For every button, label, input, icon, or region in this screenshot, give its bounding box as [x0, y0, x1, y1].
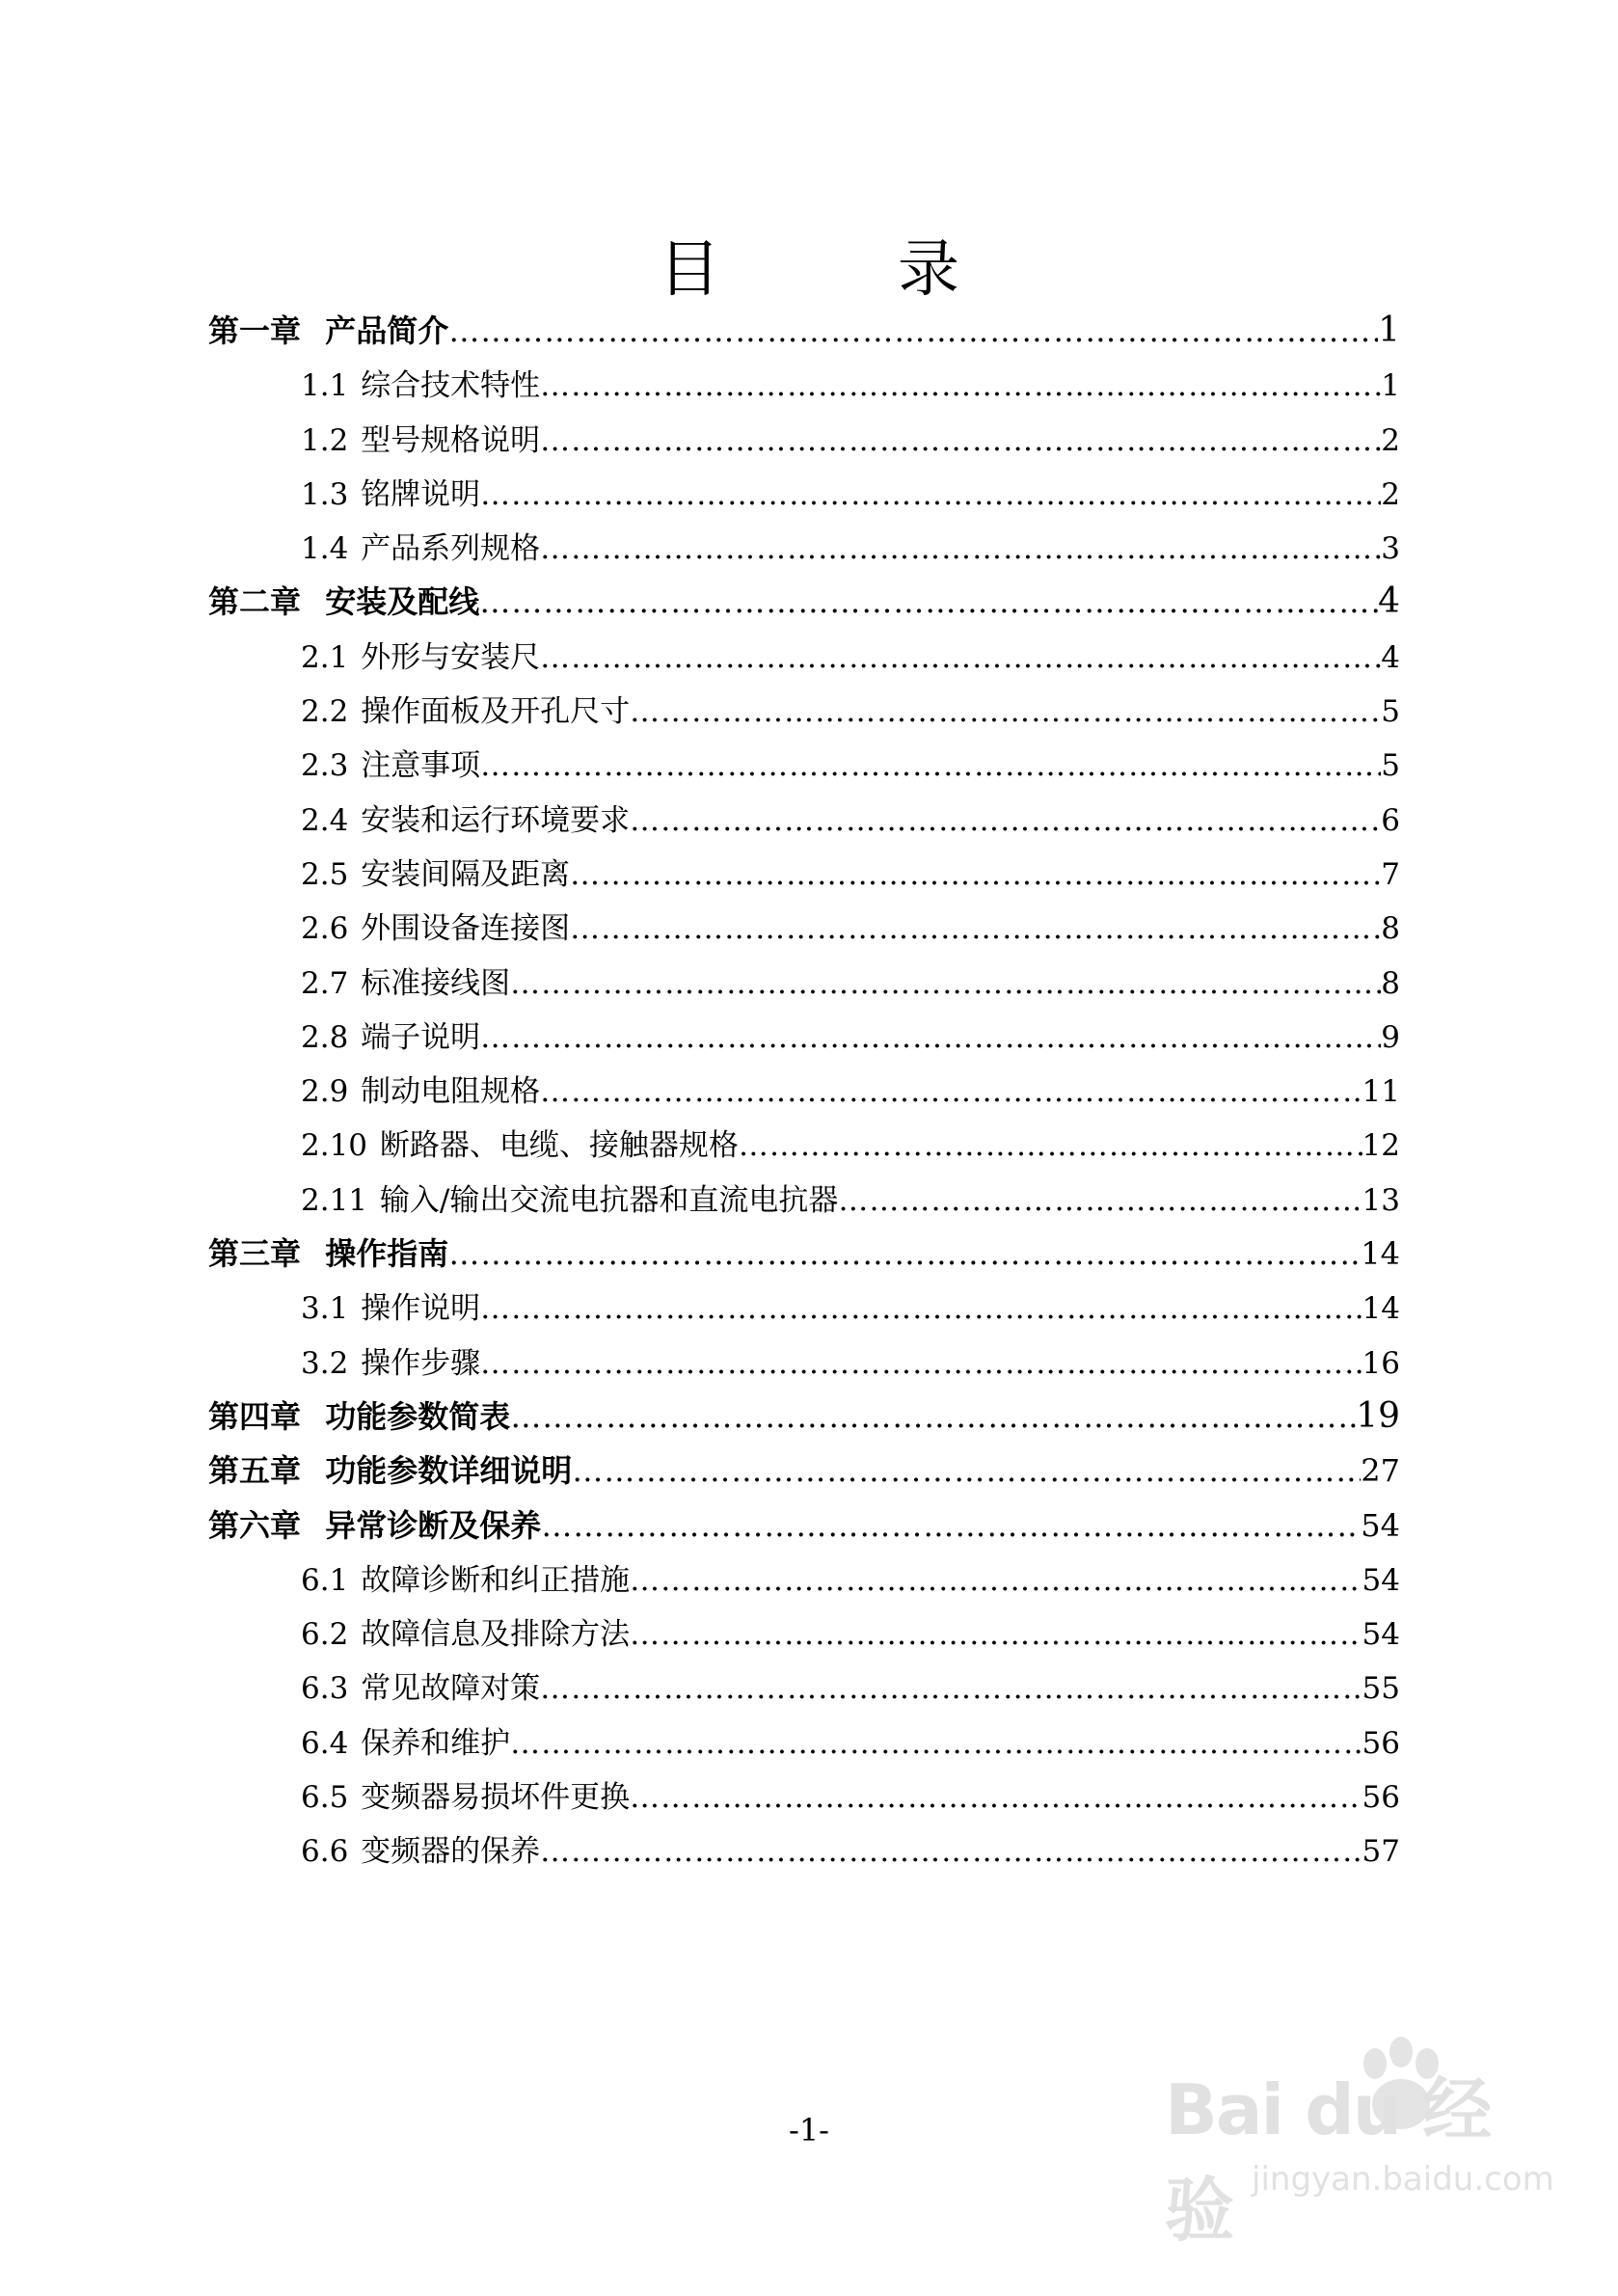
toc-leader-dots: [480, 477, 1381, 512]
toc-leader-dots: [630, 803, 1381, 838]
table-of-contents: [208, 307, 1400, 1881]
toc-entry-number: 6.3: [301, 1671, 349, 1707]
toc-entry-label: 故障诊断和纠正措施: [361, 1562, 631, 1598]
toc-section-entry[interactable]: [208, 1175, 1400, 1229]
toc-entry-label: 输入/输出交流电抗器和直流电抗器: [379, 1182, 839, 1218]
toc-entry-number: 第二章: [208, 583, 302, 621]
toc-entry-label: 常见故障对策: [361, 1671, 541, 1707]
toc-section-entry[interactable]: [208, 959, 1400, 1013]
watermark-logo-text: Bai du 经验: [1165, 2069, 1491, 2251]
toc-page-number: 7: [1381, 856, 1400, 892]
toc-entry-number: 2.3: [301, 748, 349, 784]
toc-leader-dots: [448, 312, 1378, 349]
toc-page-number: 1: [1381, 368, 1400, 404]
toc-leader-dots: [739, 1128, 1362, 1163]
watermark-url: jingyan.baidu.com: [1252, 2160, 1554, 2199]
toc-entry-label: 安装间隔及距离: [361, 856, 571, 892]
toc-entry-label: 外形与安装尺: [361, 639, 541, 675]
toc-page-number: 27: [1361, 1452, 1400, 1490]
toc-entry-number: 第六章: [208, 1506, 302, 1544]
toc-page-number: 5: [1381, 748, 1400, 784]
toc-entry-number: 2.2: [301, 694, 349, 730]
toc-entry-label: 安装和运行环境要求: [361, 802, 631, 838]
toc-chapter-entry[interactable]: [208, 1446, 1400, 1500]
toc-section-entry[interactable]: [208, 1555, 1400, 1609]
toc-page-number: 8: [1381, 965, 1400, 1001]
toc-page-number: 1: [1378, 311, 1400, 350]
toc-section-entry[interactable]: [208, 1772, 1400, 1826]
toc-entry-number: 第三章: [208, 1235, 302, 1273]
toc-page-number: 6: [1381, 802, 1400, 838]
toc-leader-dots: [541, 1507, 1361, 1544]
toc-section-entry[interactable]: [208, 361, 1400, 415]
toc-entry-number: 6.1: [301, 1562, 349, 1598]
toc-section-entry[interactable]: [208, 796, 1400, 850]
toc-page-number: 5: [1381, 694, 1400, 730]
toc-leader-dots: [480, 748, 1381, 783]
toc-entry-number: 6.2: [301, 1617, 349, 1653]
toc-chapter-entry[interactable]: [208, 1392, 1400, 1446]
toc-leader-dots: [448, 1235, 1361, 1272]
toc-page-number: 57: [1362, 1834, 1400, 1870]
toc-entry-label: 端子说明: [361, 1019, 481, 1055]
toc-entry-label: 故障信息及排除方法: [361, 1617, 631, 1653]
toc-page-number: 55: [1362, 1671, 1400, 1707]
toc-section-entry[interactable]: [208, 904, 1400, 958]
toc-chapter-entry[interactable]: [208, 578, 1400, 632]
toc-page-number: 2: [1381, 476, 1400, 512]
toc-leader-dots: [572, 1452, 1361, 1489]
toc-leader-dots: [540, 1671, 1362, 1706]
toc-entry-number: 2.10: [301, 1128, 368, 1164]
toc-entry-label: 外围设备连接图: [361, 911, 571, 947]
toc-leader-dots: [510, 1726, 1362, 1761]
toc-page-number: 14: [1361, 1235, 1400, 1273]
toc-chapter-entry[interactable]: [208, 1229, 1400, 1283]
toc-leader-dots: [630, 1563, 1362, 1598]
toc-leader-dots: [540, 1834, 1362, 1869]
toc-section-entry[interactable]: [208, 470, 1400, 524]
toc-entry-number: 6.4: [301, 1725, 349, 1761]
toc-entry-number: 2.11: [301, 1182, 368, 1218]
page-title: 目 录: [659, 234, 1017, 306]
toc-section-entry[interactable]: [208, 1013, 1400, 1067]
toc-page-number: 54: [1362, 1617, 1400, 1653]
toc-entry-label: 操作步骤: [361, 1345, 481, 1381]
toc-section-entry[interactable]: [208, 1609, 1400, 1663]
toc-entry-number: 2.4: [301, 802, 349, 838]
toc-entry-label: 操作说明: [361, 1291, 481, 1327]
toc-leader-dots: [540, 423, 1381, 458]
toc-leader-dots: [510, 966, 1381, 1001]
toc-entry-number: 2.1: [301, 639, 349, 675]
toc-page-number: 54: [1361, 1506, 1400, 1544]
toc-chapter-entry[interactable]: [208, 307, 1400, 361]
baidu-jingyan-watermark: [1165, 2035, 1554, 2251]
toc-entry-number: 第五章: [208, 1452, 302, 1490]
toc-leader-dots: [510, 1398, 1356, 1435]
toc-leader-dots: [480, 1291, 1362, 1326]
toc-entry-number: 2.7: [301, 965, 349, 1001]
toc-section-entry[interactable]: [208, 1067, 1400, 1121]
toc-leader-dots: [570, 857, 1381, 892]
toc-page-number: 56: [1362, 1725, 1400, 1761]
toc-leader-dots: [838, 1183, 1362, 1218]
toc-entry-number: 1.3: [301, 476, 349, 512]
toc-leader-dots: [540, 531, 1381, 566]
toc-entry-number: 6.6: [301, 1834, 349, 1870]
toc-leader-dots: [630, 1617, 1362, 1652]
toc-entry-number: 3.2: [301, 1345, 349, 1381]
toc-entry-number: 1.4: [301, 531, 349, 567]
toc-entry-label: 综合技术特性: [361, 368, 541, 404]
toc-section-entry[interactable]: [208, 1718, 1400, 1772]
toc-section-entry[interactable]: [208, 850, 1400, 904]
toc-page-number: 8: [1381, 911, 1400, 947]
toc-leader-dots: [480, 1020, 1381, 1055]
toc-entry-number: 第四章: [208, 1397, 302, 1435]
toc-leader-dots: [540, 640, 1381, 675]
toc-entry-number: 6.5: [301, 1780, 349, 1816]
toc-entry-label: 操作面板及开孔尺寸: [361, 694, 631, 730]
toc-leader-dots: [540, 368, 1381, 403]
toc-section-entry[interactable]: [208, 1338, 1400, 1392]
toc-page-number: 2: [1381, 422, 1400, 458]
toc-entry-label: 功能参数简表: [325, 1397, 511, 1435]
toc-section-entry[interactable]: [208, 633, 1400, 687]
toc-page-number: 14: [1362, 1291, 1400, 1327]
toc-chapter-entry[interactable]: [208, 1501, 1400, 1555]
toc-entry-label: 保养和维护: [361, 1725, 511, 1761]
toc-leader-dots: [540, 1074, 1362, 1109]
toc-entry-label: 铭牌说明: [361, 476, 481, 512]
toc-entry-number: 3.1: [301, 1291, 349, 1327]
toc-entry-label: 安装及配线: [325, 583, 480, 621]
toc-page-number: 54: [1362, 1562, 1400, 1598]
toc-entry-label: 注意事项: [361, 748, 481, 784]
toc-page-number: 11: [1362, 1074, 1400, 1110]
toc-entry-number: 2.8: [301, 1019, 349, 1055]
toc-leader-dots: [480, 1346, 1362, 1381]
toc-page-number: 13: [1362, 1182, 1400, 1218]
toc-entry-number: 2.6: [301, 911, 349, 947]
toc-entry-number: 1.2: [301, 422, 349, 458]
toc-section-entry[interactable]: [208, 416, 1400, 470]
toc-entry-label: 产品简介: [325, 312, 449, 349]
toc-entry-number: 第一章: [208, 312, 302, 349]
toc-page-number: 12: [1362, 1128, 1400, 1164]
toc-leader-dots: [630, 694, 1381, 729]
toc-page-number: 56: [1362, 1780, 1400, 1816]
toc-section-entry[interactable]: [208, 687, 1400, 741]
toc-page-number: 4: [1381, 639, 1400, 675]
toc-entry-label: 断路器、电缆、接触器规格: [379, 1128, 739, 1164]
toc-entry-label: 变频器的保养: [361, 1834, 541, 1870]
toc-entry-label: 制动电阻规格: [361, 1074, 541, 1110]
toc-page-number: 4: [1378, 581, 1400, 622]
toc-section-entry[interactable]: [208, 1283, 1400, 1337]
toc-section-entry[interactable]: [208, 1826, 1400, 1880]
toc-leader-dots: [479, 583, 1378, 620]
toc-page-number: 16: [1362, 1345, 1400, 1381]
toc-page-number: 9: [1381, 1019, 1400, 1055]
toc-entry-number: 2.9: [301, 1074, 349, 1110]
toc-entry-number: 2.5: [301, 856, 349, 892]
toc-entry-label: 产品系列规格: [361, 531, 541, 567]
toc-page-number: 3: [1381, 531, 1400, 567]
toc-leader-dots: [570, 911, 1381, 946]
toc-entry-label: 变频器易损坏件更换: [361, 1780, 631, 1816]
toc-section-entry[interactable]: [208, 1121, 1400, 1175]
toc-entry-label: 异常诊断及保养: [325, 1506, 542, 1544]
toc-entry-label: 操作指南: [325, 1235, 449, 1273]
page-number-footer: -1-: [789, 2112, 829, 2148]
toc-entry-label: 标准接线图: [361, 965, 511, 1001]
toc-section-entry[interactable]: [208, 1663, 1400, 1717]
toc-section-entry[interactable]: [208, 741, 1400, 795]
toc-entry-label: 型号规格说明: [361, 422, 541, 458]
toc-page-number: 19: [1356, 1395, 1400, 1436]
toc-entry-label: 功能参数详细说明: [325, 1452, 573, 1490]
toc-entry-number: 1.1: [301, 368, 349, 404]
toc-section-entry[interactable]: [208, 524, 1400, 578]
toc-leader-dots: [630, 1780, 1362, 1815]
